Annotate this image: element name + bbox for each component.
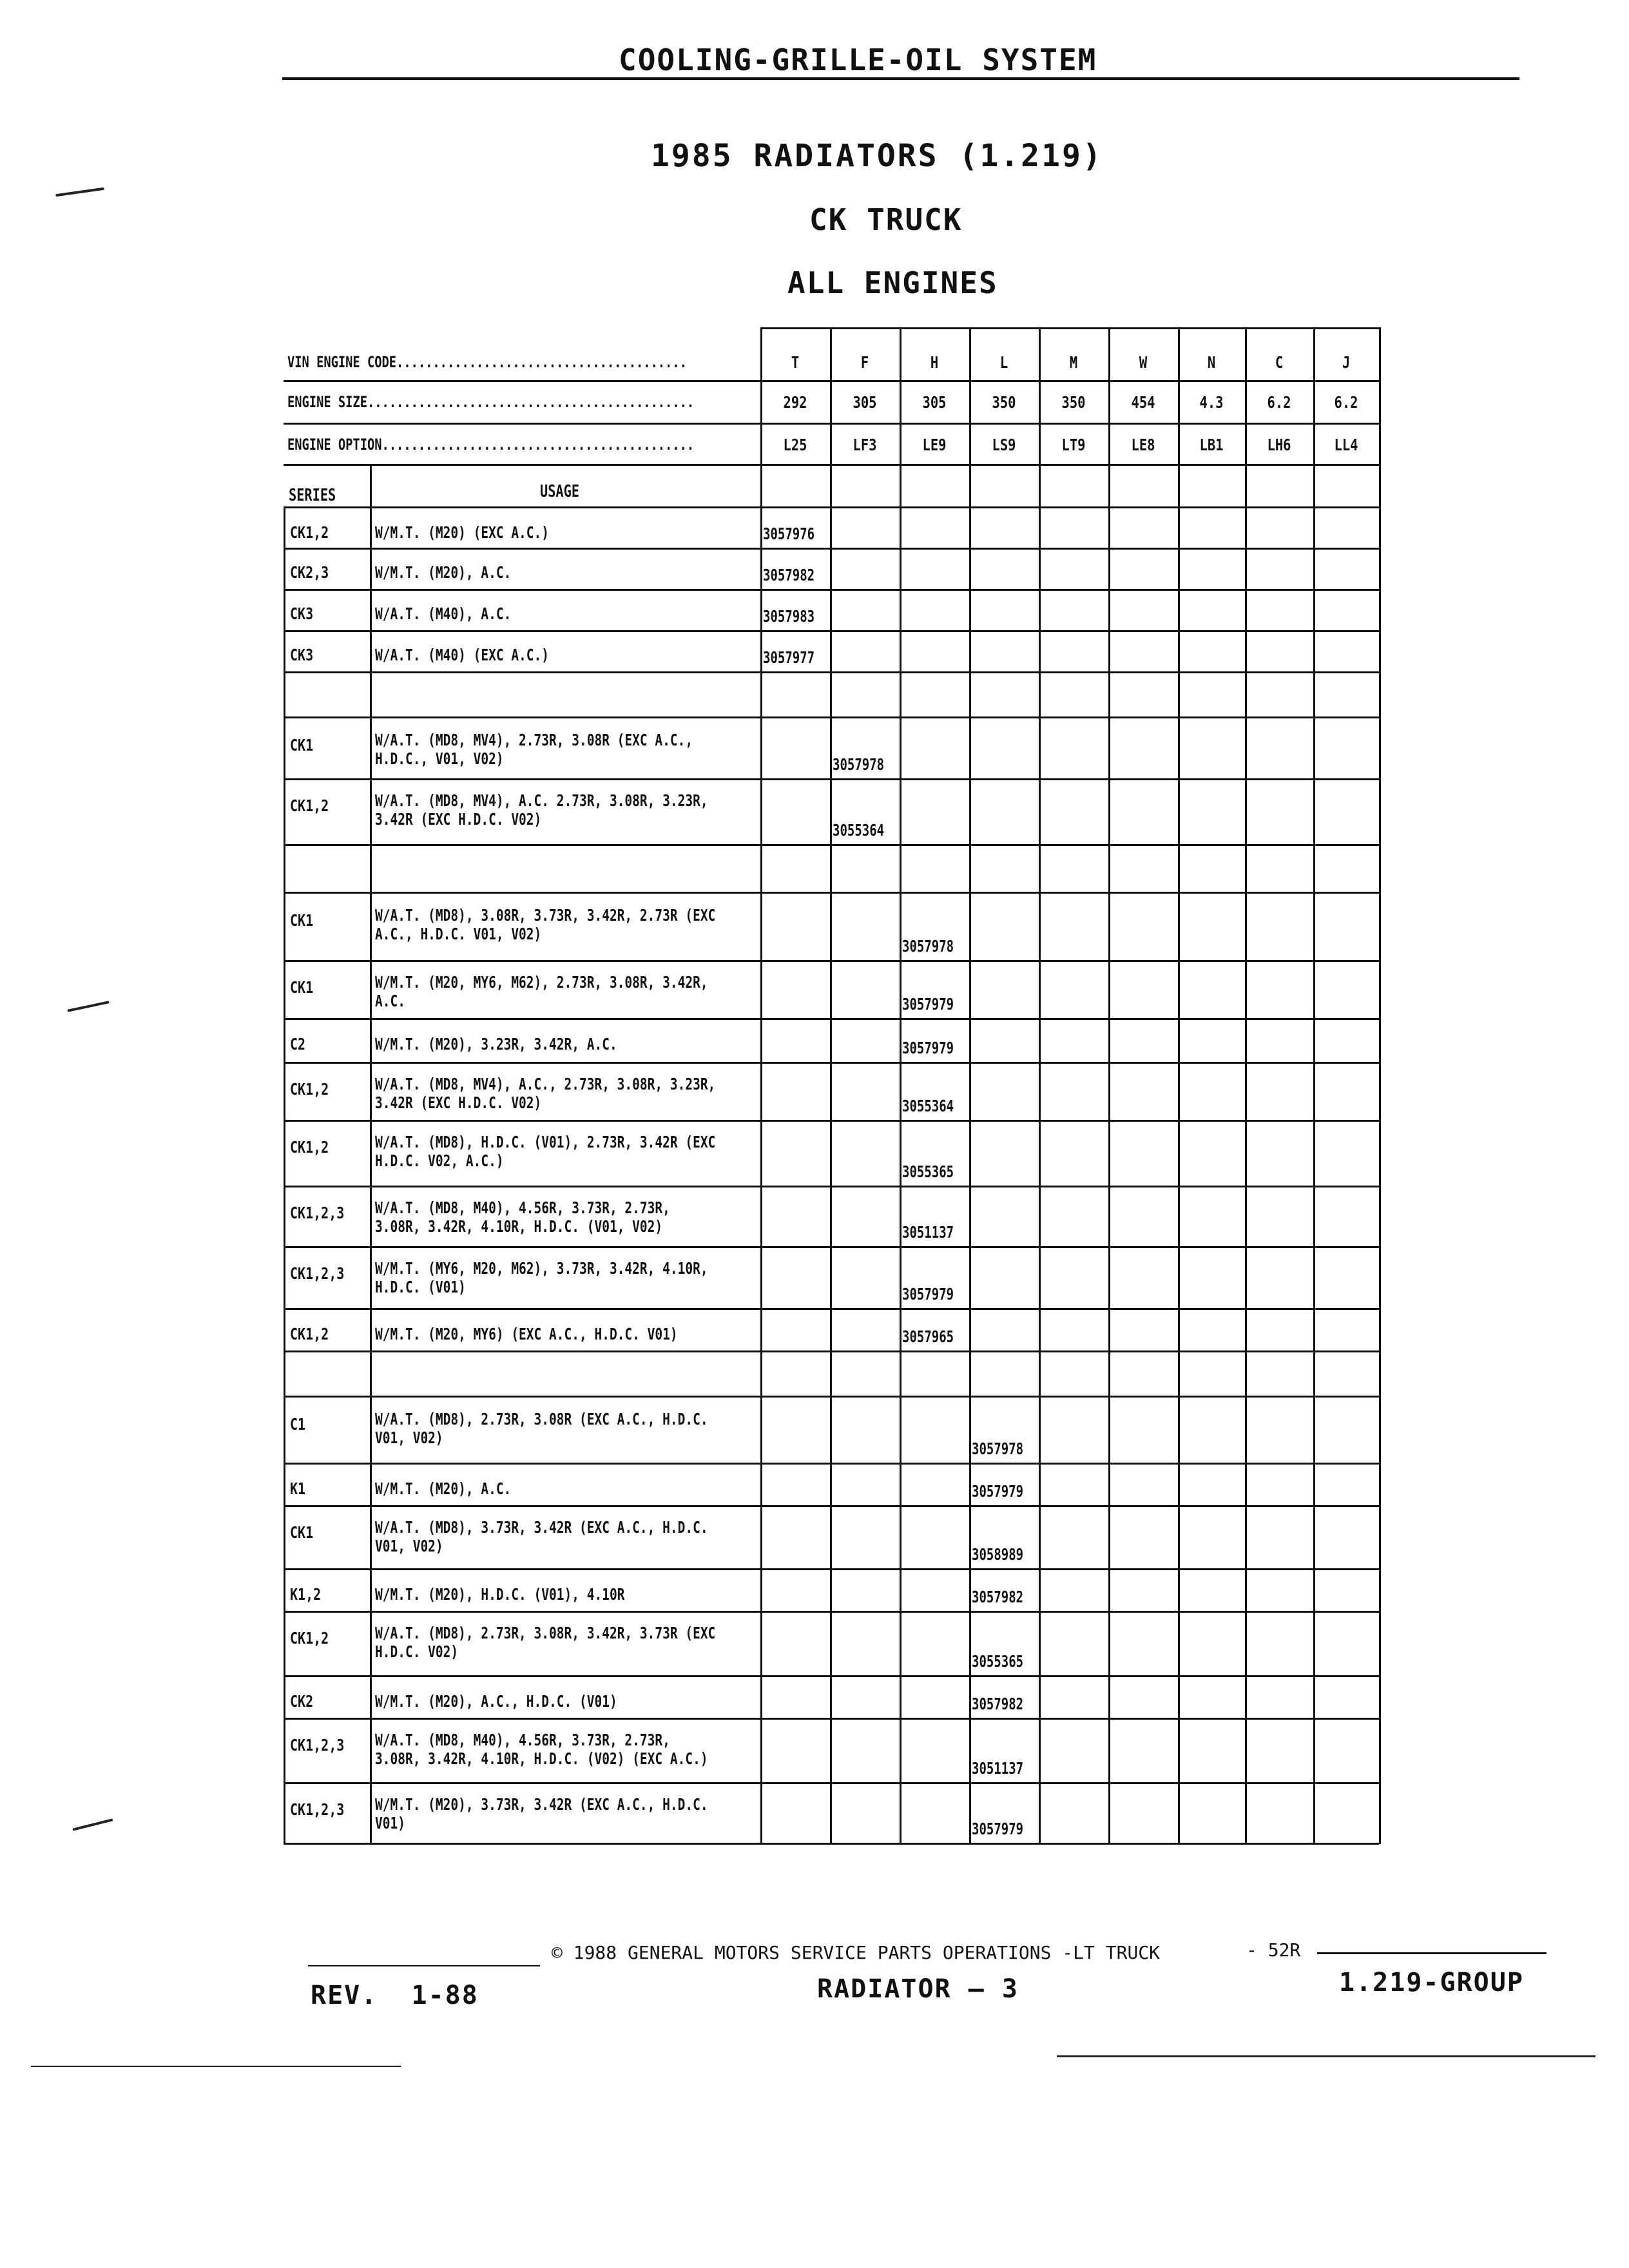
- engine-spec-cell: L: [999, 353, 1008, 372]
- revision-label: REV. 1-88: [311, 1981, 479, 2010]
- usage-cell: W/A.T. (MD8, MV4), A.C. 2.73R, 3.08R, 3.23R, 3.42R (EXC H.D.C. V02): [375, 791, 708, 829]
- engine-spec-cell: T: [791, 353, 800, 372]
- usage-cell: W/A.T. (M40), A.C.: [375, 604, 512, 623]
- table-row-rule: [284, 1782, 1379, 1784]
- part-number-cell: 3057982: [972, 1588, 1024, 1606]
- engine-spec-cell: M: [1069, 353, 1078, 372]
- usage-cell: W/M.T. (M20), A.C., H.D.C. (V01): [375, 1692, 617, 1711]
- engine-spec-cell: C: [1275, 353, 1284, 372]
- usage-cell: W/M.T. (M20), A.C.: [375, 563, 512, 582]
- usage-cell: W/M.T. (MY6, M20, M62), 3.73R, 3.42R, 4.10R, H.D.C. (V01): [375, 1259, 708, 1296]
- engine-spec-cell: LL4: [1334, 436, 1358, 454]
- binder-mark: [67, 1001, 109, 1012]
- usage-cell: W/A.T. (MD8), 3.73R, 3.42R (EXC A.C., H.D.C. V01, V02): [375, 1518, 708, 1555]
- header-row-label: VIN ENGINE CODE........................................: [287, 353, 687, 371]
- part-number-cell: 3055364: [902, 1097, 954, 1115]
- series-cell: CK1,2,3: [290, 1204, 345, 1222]
- engine-column-divider: [760, 327, 762, 1844]
- series-cell: CK1,2: [290, 1080, 329, 1099]
- engine-spec-cell: LH6: [1267, 436, 1291, 454]
- table-row-rule: [284, 1186, 1379, 1187]
- table-row-rule: [284, 630, 1379, 632]
- part-number-cell: 3057979: [972, 1820, 1024, 1838]
- usage-cell: W/M.T. (M20), 3.23R, 3.42R, A.C.: [375, 1035, 617, 1053]
- engine-column-divider: [1178, 327, 1180, 1844]
- engine-spec-cell: LS9: [992, 436, 1016, 454]
- usage-cell: W/A.T. (MD8), 2.73R, 3.08R (EXC A.C., H.D.C. V01, V02): [375, 1410, 708, 1447]
- usage-cell: W/A.T. (MD8, M40), 4.56R, 3.73R, 2.73R, 3.08R, 3.42R, 4.10R, H.D.C. (V02) (EXC A.C.): [375, 1731, 708, 1768]
- series-cell: CK2,3: [290, 563, 329, 582]
- table-row-rule: [284, 1568, 1379, 1570]
- table-row-rule: [284, 671, 1379, 673]
- page-name: RADIATOR — 3: [817, 1974, 1019, 2004]
- series-cell: CK1,2: [290, 796, 329, 815]
- table-row-rule: [284, 1611, 1379, 1613]
- part-number-cell: 3057982: [763, 566, 815, 584]
- engine-spec-cell: LE8: [1131, 436, 1155, 454]
- spacer-row-rule: [284, 1396, 1379, 1398]
- table-row-rule: [284, 1062, 1379, 1064]
- part-number-cell: 3057978: [902, 937, 954, 956]
- binder-mark: [72, 1818, 113, 1831]
- footer-rule-left: [308, 1965, 540, 1966]
- usage-cell: W/M.T. (M20), H.D.C. (V01), 4.10R: [375, 1585, 625, 1604]
- sub-title-vehicle: CK TRUCK: [809, 202, 963, 237]
- series-column-header: SERIES: [289, 486, 336, 505]
- engine-spec-cell: LE9: [922, 436, 947, 454]
- part-number-cell: 3057983: [763, 607, 815, 626]
- usage-cell: W/A.T. (MD8), 3.08R, 3.73R, 3.42R, 2.73R (EXC A.C., H.D.C. V01, V02): [375, 906, 716, 943]
- engine-spec-cell: F: [860, 353, 869, 372]
- part-number-cell: 3057982: [972, 1695, 1024, 1713]
- engine-spec-cell: J: [1342, 353, 1351, 372]
- table-row-rule: [284, 1246, 1379, 1248]
- table-row-rule: [284, 844, 1379, 846]
- binder-mark: [55, 187, 104, 197]
- usage-column-header: USAGE: [540, 482, 580, 501]
- series-cell: CK1,2: [290, 1629, 329, 1648]
- engine-spec-cell: 4.3: [1199, 393, 1224, 412]
- part-number-cell: 3057979: [972, 1482, 1024, 1501]
- series-cell: CK1,2,3: [290, 1264, 345, 1283]
- table-left-rule: [284, 506, 285, 1844]
- engine-column-divider: [1245, 327, 1247, 1844]
- series-cell: K1: [290, 1479, 306, 1498]
- series-cell: CK1,2,3: [290, 1736, 345, 1754]
- part-number-cell: 3051137: [972, 1759, 1024, 1778]
- table-row-rule: [284, 1350, 1379, 1352]
- engine-spec-cell: 305: [922, 393, 947, 412]
- part-number-cell: 3057978: [833, 755, 885, 774]
- series-cell: CK3: [290, 646, 314, 664]
- usage-cell: W/M.T. (M20), A.C.: [375, 1479, 512, 1498]
- table-row-rule: [284, 1018, 1379, 1020]
- engine-column-divider: [969, 327, 971, 1844]
- scan-edge-line: [31, 2066, 401, 2067]
- group-label: 1.219-GROUP: [1339, 1968, 1524, 1997]
- part-number-cell: 3058989: [972, 1545, 1024, 1564]
- title-rule: [282, 77, 1519, 80]
- usage-cell: W/A.T. (MD8, MV4), A.C., 2.73R, 3.08R, 3.23R, 3.42R (EXC H.D.C. V02): [375, 1075, 716, 1112]
- sub-title-engines: ALL ENGINES: [787, 265, 998, 300]
- table-row-rule: [284, 589, 1379, 591]
- series-cell: CK1: [290, 978, 314, 997]
- series-cell: CK1: [290, 911, 314, 930]
- section-title: COOLING-GRILLE-OIL SYSTEM: [619, 43, 1097, 77]
- series-cell: C2: [290, 1035, 306, 1053]
- engine-spec-cell: 305: [853, 393, 877, 412]
- series-cell: CK3: [290, 604, 314, 623]
- part-number-cell: 3055364: [833, 821, 885, 840]
- table-row-rule: [284, 1675, 1379, 1677]
- part-number-cell: 3055365: [972, 1652, 1024, 1671]
- part-number-cell: 3051137: [902, 1223, 954, 1242]
- engine-column-divider: [1108, 327, 1110, 1844]
- part-number-cell: 3057979: [902, 1039, 954, 1057]
- part-number-cell: 3055365: [902, 1162, 954, 1181]
- main-title: 1985 RADIATORS (1.219): [651, 138, 1103, 174]
- usage-cell: W/A.T. (MD8, MV4), 2.73R, 3.08R (EXC A.C., H.D.C., V01, V02): [375, 731, 693, 768]
- usage-cell: W/M.T. (M20), 3.73R, 3.42R (EXC A.C., H.D.C. V01): [375, 1795, 708, 1832]
- engine-spec-cell: 350: [992, 393, 1016, 412]
- series-cell: CK1: [290, 736, 314, 754]
- usage-cell: W/A.T. (MD8, M40), 4.56R, 3.73R, 2.73R, 3.08R, 3.42R, 4.10R, H.D.C. (V01, V02): [375, 1198, 670, 1236]
- scan-edge-line: [1057, 2055, 1595, 2057]
- copyright-notice: © 1988 GENERAL MOTORS SERVICE PARTS OPERATIONS -LT TRUCK: [552, 1942, 1161, 1963]
- usage-cell: W/M.T. (M20) (EXC A.C.): [375, 523, 550, 542]
- table-row-rule: [284, 1843, 1379, 1845]
- engine-spec-cell: N: [1207, 353, 1216, 372]
- usage-cell: W/M.T. (M20, MY6, M62), 2.73R, 3.08R, 3.42R, A.C.: [375, 973, 708, 1010]
- engine-spec-cell: 292: [783, 393, 807, 412]
- series-cell: CK1,2: [290, 1138, 329, 1157]
- engine-column-divider: [1313, 327, 1315, 1844]
- series-cell: K1,2: [290, 1585, 322, 1604]
- header-row-label: ENGINE SIZE.............................................: [287, 393, 695, 411]
- part-number-cell: 3057979: [902, 1285, 954, 1303]
- table-row-rule: [284, 1505, 1379, 1507]
- table-row-rule: [284, 1120, 1379, 1122]
- table-top-rule: [760, 327, 1379, 329]
- header-row-label: ENGINE OPTION...........................................: [287, 436, 695, 454]
- footer-rule-right: [1317, 1952, 1547, 1954]
- engine-column-divider: [830, 327, 832, 1844]
- table-row-rule: [284, 1463, 1379, 1465]
- part-number-cell: 3057978: [972, 1439, 1024, 1458]
- series-cell: C1: [290, 1415, 306, 1434]
- table-row-rule: [284, 1308, 1379, 1310]
- engine-spec-cell: L25: [783, 436, 807, 454]
- series-cell: CK2: [290, 1692, 314, 1711]
- part-number-cell: 3057965: [902, 1327, 954, 1346]
- engine-spec-cell: LB1: [1199, 436, 1224, 454]
- series-cell: CK1,2: [290, 1325, 329, 1343]
- table-row-rule: [284, 548, 1379, 550]
- spacer-row-rule: [284, 716, 1379, 718]
- engine-spec-cell: 350: [1061, 393, 1086, 412]
- page-code: - 52R: [1246, 1939, 1301, 1961]
- part-number-cell: 3057977: [763, 648, 815, 667]
- engine-spec-cell: 6.2: [1267, 393, 1291, 412]
- engine-spec-cell: LF3: [853, 436, 877, 454]
- engine-spec-cell: 454: [1131, 393, 1155, 412]
- usage-cell: W/M.T. (M20, MY6) (EXC A.C., H.D.C. V01): [375, 1325, 678, 1343]
- engine-spec-cell: W: [1139, 353, 1148, 372]
- table-row-rule: [284, 778, 1379, 780]
- part-number-cell: 3057979: [902, 995, 954, 1014]
- engine-spec-cell: H: [930, 353, 939, 372]
- table-row-rule: [284, 1718, 1379, 1720]
- usage-cell: W/A.T. (MD8), H.D.C. (V01), 2.73R, 3.42R (EXC H.D.C. V02, A.C.): [375, 1133, 716, 1170]
- engine-column-divider: [1039, 327, 1041, 1844]
- spacer-row-rule: [284, 892, 1379, 894]
- series-cell: CK1,2,3: [290, 1800, 345, 1819]
- usage-cell: W/A.T. (MD8), 2.73R, 3.08R, 3.42R, 3.73R (EXC H.D.C. V02): [375, 1624, 716, 1661]
- series-cell: CK1: [290, 1523, 314, 1542]
- series-cell: CK1,2: [290, 523, 329, 542]
- part-number-cell: 3057976: [763, 524, 815, 543]
- usage-cell: W/A.T. (M40) (EXC A.C.): [375, 646, 550, 664]
- engine-column-divider: [900, 327, 901, 1844]
- engine-spec-cell: LT9: [1061, 436, 1086, 454]
- engine-spec-cell: 6.2: [1334, 393, 1358, 412]
- table-row-rule: [284, 960, 1379, 962]
- engine-column-divider: [1379, 327, 1381, 1844]
